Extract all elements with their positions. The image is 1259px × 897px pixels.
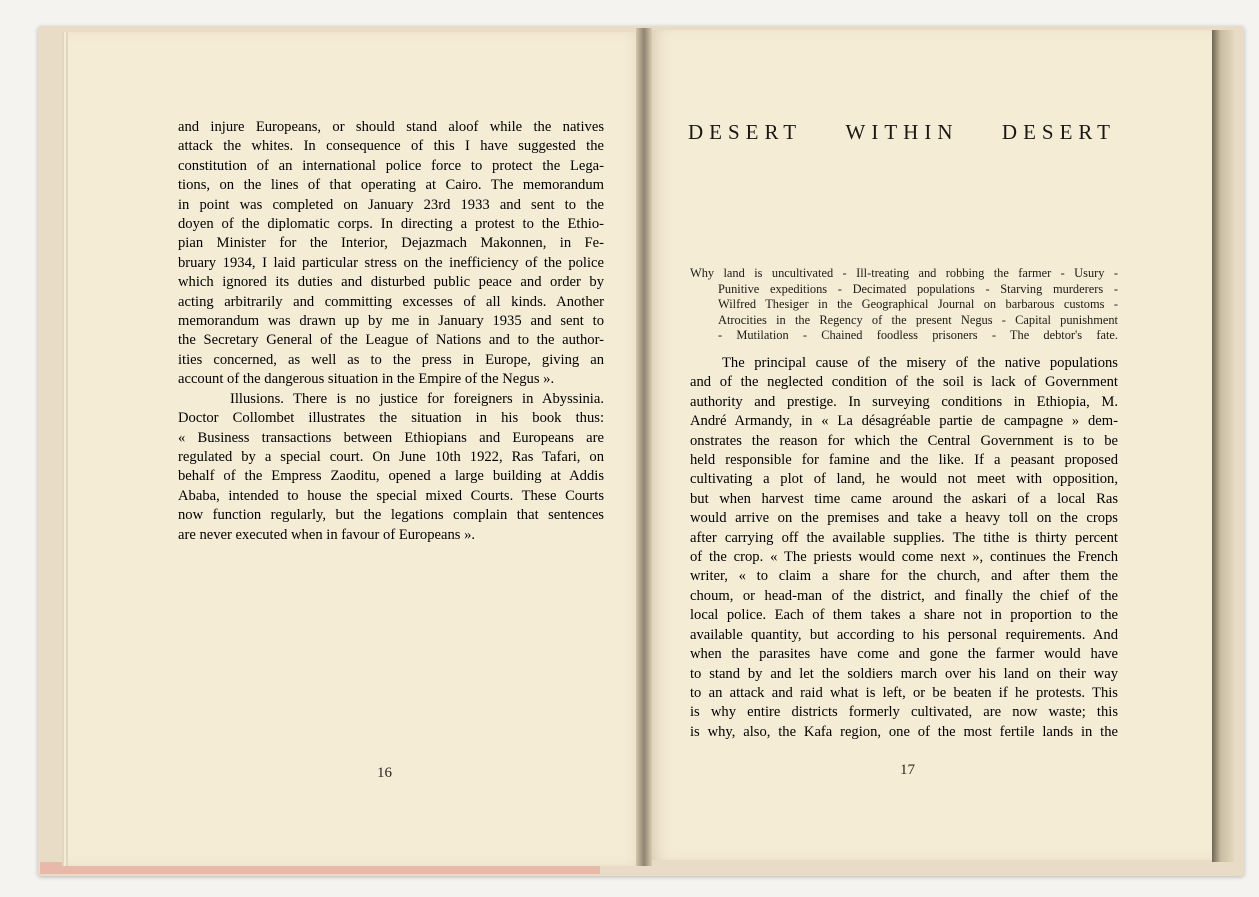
text-line: « Business transactions between Ethiopians and Europeans are	[178, 429, 604, 446]
chapter-title-word: WITHIN	[845, 120, 959, 144]
text-line: and injure Europeans, or should stand aloof while the natives	[178, 119, 604, 135]
text-line: the Secretary General of the League of Nations and to the author-	[178, 332, 604, 349]
text-line: of the crop. « The priests would come next », continues the French	[690, 549, 1118, 566]
book-spine	[636, 28, 652, 866]
text-line: which ignored its duties and disturbed public peace and order by	[178, 274, 604, 291]
text-line: Illusions. There is no justice for foreigners in Abyssinia.	[230, 390, 604, 407]
text-line: held responsible for famine and the like. If a peasant proposed	[690, 452, 1118, 469]
text-line: Doctor Collombet illustrates the situation in his book thus:	[178, 410, 604, 427]
chapter-synopsis	[690, 266, 1118, 344]
text-line: choum, or head-man of the district, and finally the chief of the	[690, 587, 1118, 604]
text-line: local police. Each of them takes a share not in proportion to the	[690, 607, 1118, 624]
text-line: is why entire districts formerly cultivated, are now waste; this	[690, 704, 1118, 721]
text-line: acting arbitrarily and committing excesses of all kinds. Another	[178, 293, 604, 310]
text-line: now function regularly, but the legations complain that sentences	[178, 507, 604, 524]
text-line: tions, on the lines of that operating at Cairo. The memorandum	[178, 177, 604, 194]
text-line: to an attack and raid what is left, or be beaten if he protests. This	[690, 684, 1118, 701]
synopsis-line: Punitive expeditions - Decimated populations - Starving murderers -	[718, 281, 1118, 296]
text-line: constitution of an international police force to protect the Lega-	[178, 157, 604, 174]
text-line: account of the dangerous situation in the Empire of the Negus ».	[178, 371, 555, 388]
chapter-title-word: DESERT	[688, 120, 803, 144]
text-line: is why, also, the Kafa region, one of the most fertile lands in the	[690, 723, 1118, 740]
text-line: would arrive on the premises and take a heavy toll on the crops	[690, 510, 1118, 527]
synopsis-line: Why land is uncultivated - Ill-treating and robbing the farmer - Usury -	[690, 266, 1118, 280]
synopsis-line: - Mutilation - Chained foodless prisoners - The debtor's fate.	[718, 328, 1118, 343]
text-line: when the parasites have come and gone the farmer would have	[690, 646, 1118, 663]
text-line: but when harvest time came around the askari of a local Ras	[690, 490, 1118, 507]
text-line: onstrates the reason for which the Central Government is to be	[690, 432, 1118, 449]
synopsis-line: Wilfred Thesiger in the Geographical Journal on barbarous customs -	[718, 297, 1118, 312]
text-line: André Armandy, in « La désagréable partie de campagne » dem-	[690, 413, 1118, 430]
synopsis-line: Atrocities in the Regency of the present Negus - Capital punishment	[718, 312, 1118, 327]
text-line: attack the whites. In consequence of this I have suggested the	[178, 138, 604, 155]
text-line: memorandum was drawn up by me in January 1935 and sent to	[178, 313, 604, 330]
text-line: to stand by and let the soldiers march over his land on their way	[690, 665, 1118, 682]
text-line: authority and prestige. In surveying conditions in Ethiopia, M.	[690, 393, 1118, 410]
page-edges	[1212, 30, 1234, 862]
text-line: behalf of the Empress Zaoditu, opened a large building at Addis	[178, 468, 604, 485]
text-line: Ababa, intended to house the special mixed Courts. These Courts	[178, 487, 604, 504]
text-line: available quantity, but according to his personal requirements. And	[690, 626, 1118, 643]
text-line: pian Minister for the Interior, Dejazmach Makonnen, in Fe-	[178, 235, 604, 252]
text-line: The principal cause of the misery of the native populations	[722, 355, 1118, 371]
text-line: and of the neglected condition of the soil is lack of Government	[690, 374, 1118, 391]
right-page-body	[690, 354, 1118, 742]
text-line: regulated by a special court. On June 10th 1922, Ras Tafari, on	[178, 448, 604, 465]
text-line: cultivating a plot of land, he would not meet with opposition,	[690, 471, 1118, 488]
text-line: after carrying off the available supplies. The tithe is thirty percent	[690, 529, 1118, 546]
text-line: bruary 1934, I laid particular stress on the inefficiency of the police	[178, 254, 604, 271]
text-line: writer, « to claim a share for the church, and after them the	[690, 568, 1118, 585]
text-line: doyen of the diplomatic corps. In directing a protest to the Ethio-	[178, 216, 604, 233]
left-page-body	[178, 118, 604, 545]
page-number: 16	[377, 765, 392, 781]
text-line: ities concerned, as well as to the press in Europe, giving an	[178, 351, 604, 368]
chapter-title-word: DESERT	[1001, 120, 1116, 144]
chapter-title	[688, 120, 1116, 145]
text-line: are never executed when in favour of Europeans ».	[178, 526, 476, 543]
text-line: in point was completed on January 23rd 1933 and sent to the	[178, 196, 604, 213]
page-number: 17	[900, 762, 915, 778]
